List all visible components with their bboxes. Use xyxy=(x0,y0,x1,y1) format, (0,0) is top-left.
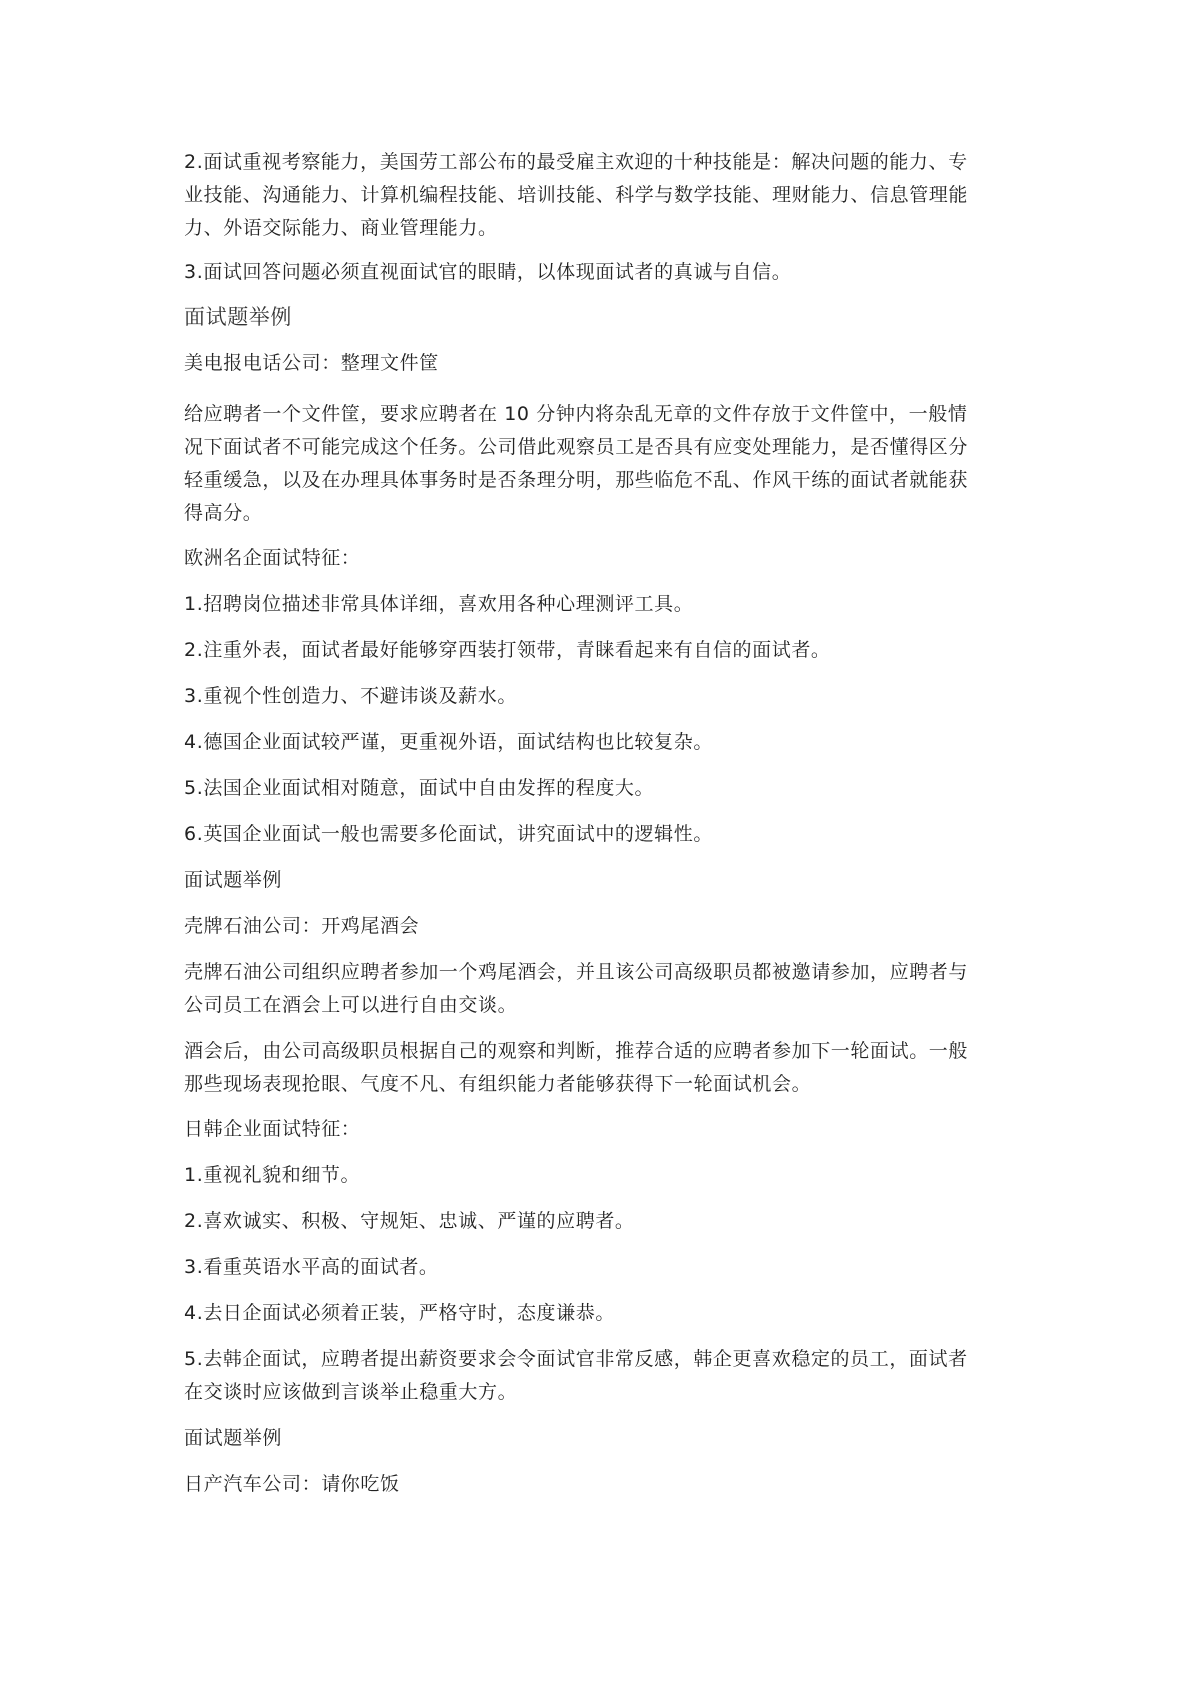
list-item: 1.招聘岗位描述非常具体详细，喜欢用各种心理测评工具。 xyxy=(184,593,694,615)
text-line: 得高分。 xyxy=(184,502,263,524)
text-line: 3.面试回答问题必须直视面试官的眼睛，以体现面试者的真诚与自信。 xyxy=(184,261,792,283)
list-item: 5.去韩企面试，应聘者提出薪资要求会令面试官非常反感，韩企更喜欢稳定的员工，面试者 xyxy=(184,1348,968,1370)
list-item: 2.注重外表，面试者最好能够穿西装打领带，青睐看起来有自信的面试者。 xyxy=(184,639,831,661)
list-item: 2.喜欢诚实、积极、守规矩、忠诚、严谨的应聘者。 xyxy=(184,1210,635,1232)
text-line: 业技能、沟通能力、计算机编程技能、培训技能、科学与数学技能、理财能力、信息管理能 xyxy=(184,184,969,206)
text-line: 壳牌石油公司组织应聘者参加一个鸡尾酒会，并且该公司高级职员都被邀请参加，应聘者与 xyxy=(184,961,969,983)
text-line: 日韩企业面试特征： xyxy=(184,1118,361,1140)
section-heading: 面试题举例 xyxy=(184,1427,283,1449)
list-item: 1.重视礼貌和细节。 xyxy=(184,1164,361,1186)
list-item: 3.看重英语水平高的面试者。 xyxy=(184,1256,439,1278)
text-line: 2.面试重视考察能力，美国劳工部公布的最受雇主欢迎的十种技能是：解决问题的能力、专 xyxy=(184,151,968,173)
text-line: 给应聘者一个文件筐，要求应聘者在 10 分钟内将杂乱无章的文件存放于文件筐中，一般情 xyxy=(184,403,968,425)
text-line: 酒会后，由公司高级职员根据自己的观察和判断，推荐合适的应聘者参加下一轮面试。一般 xyxy=(184,1040,969,1062)
section-heading: 面试题举例 xyxy=(184,869,283,891)
list-item: 4.德国企业面试较严谨，更重视外语，面试结构也比较复杂。 xyxy=(184,731,713,753)
text-line: 在交谈时应该做到言谈举止稳重大方。 xyxy=(184,1381,518,1403)
text-line: 轻重缓急，以及在办理具体事务时是否条理分明，那些临危不乱、作风干练的面试者就能获 xyxy=(184,469,969,491)
list-item: 5.法国企业面试相对随意，面试中自由发挥的程度大。 xyxy=(184,777,655,799)
list-item: 4.去日企面试必须着正装，严格守时，态度谦恭。 xyxy=(184,1302,615,1324)
text-line: 公司员工在酒会上可以进行自由交谈。 xyxy=(184,994,518,1016)
text-line: 日产汽车公司：请你吃饭 xyxy=(184,1473,400,1495)
list-item: 3.重视个性创造力、不避讳谈及薪水。 xyxy=(184,685,517,707)
text-line: 况下面试者不可能完成这个任务。公司借此观察员工是否具有应变处理能力，是否懂得区分 xyxy=(184,436,969,458)
text-line: 力、外语交际能力、商业管理能力。 xyxy=(184,217,498,239)
text-line: 美电报电话公司：整理文件筐 xyxy=(184,352,439,374)
text-line: 那些现场表现抢眼、气度不凡、有组织能力者能够获得下一轮面试机会。 xyxy=(184,1073,812,1095)
list-item: 6.英国企业面试一般也需要多伦面试，讲究面试中的逻辑性。 xyxy=(184,823,713,845)
text-line: 欧洲名企面试特征： xyxy=(184,547,361,569)
text-line: 壳牌石油公司：开鸡尾酒会 xyxy=(184,915,420,937)
section-heading: 面试题举例 xyxy=(184,305,292,329)
